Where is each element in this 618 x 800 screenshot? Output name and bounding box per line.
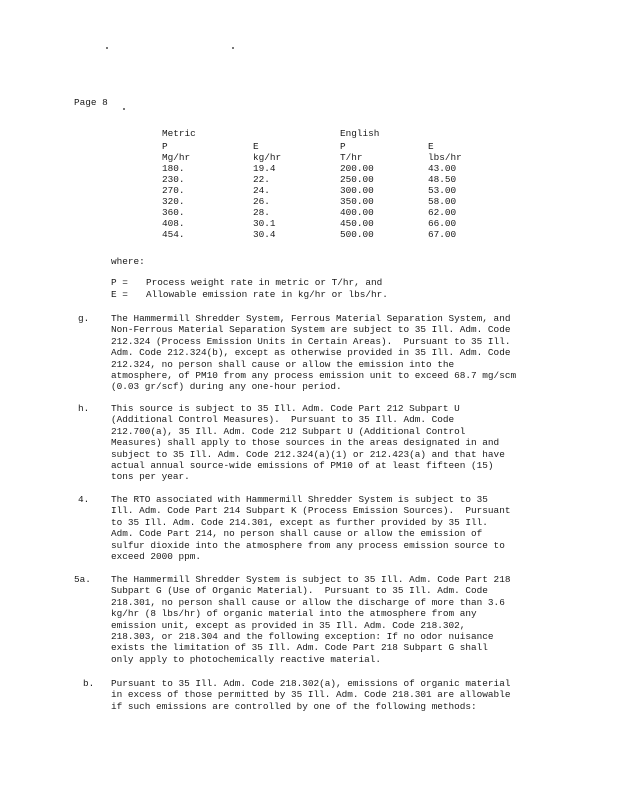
paragraph-line: exists the limitation of 35 Ill. Adm. Code Part 218 Subpart G shall [111,642,488,654]
paragraph-line: (Additional Control Measures). Pursuant to 35 Ill. Adm. Code [111,414,455,426]
section-label: h. [78,403,90,414]
scan-speck [106,47,108,49]
paragraph-line: Measures) shall apply to those sources in the areas designated in and [111,437,500,449]
table-cell: 28. [253,207,270,218]
table-cell: 66.00 [428,218,457,229]
table-symbol: P [162,141,168,152]
section-label: 5a. [74,574,91,585]
table-cell: 270. [162,185,185,196]
definition-text: Allowable emission rate in kg/hr or lbs/hr. [146,289,388,300]
table-cell: 62.00 [428,207,457,218]
paragraph-line: This source is subject to 35 Ill. Adm. Code Part 212 Subpart U [111,403,460,414]
page-number: Page 8 [74,97,108,108]
table-cell: 53.00 [428,185,457,196]
paragraph-line: kg/hr (8 lbs/hr) of organic material into the atmosphere from any [111,608,477,620]
table-unit: kg/hr [253,152,282,163]
paragraph-line: 212.324, no person shall cause or allow the emission into the [111,358,455,370]
definition-text: Process weight rate in metric or T/hr, and [146,277,383,288]
section-paragraph [111,574,551,665]
table-cell: 408. [162,218,185,229]
definition-symbol: E = [111,289,128,300]
table-cell: 400.00 [340,207,374,218]
paragraph-line: Non-Ferrous Material Separation System are subject to 35 Ill. Adm. Code [111,324,511,336]
section-label: 4. [78,494,90,505]
paragraph-line: Adm. Code Part 214, no person shall cause or allow the emission of [111,528,483,540]
paragraph-line: 218.303, or 218.304 and the following exception: If no odor nuisance [111,631,494,643]
paragraph-line: The Hammermill Shredder System, Ferrous Material Separation System, and [111,313,511,324]
paragraph-line: tons per year. [111,471,190,483]
paragraph-line: Adm. Code 212.324(b), except as otherwise provided in 35 Ill. Adm. Code [111,347,511,359]
paragraph-line: to 35 Ill. Adm. Code 214.301, except as further provided by 35 Ill. [111,516,488,528]
section-paragraph [111,494,551,562]
table-unit: lbs/hr [428,152,462,163]
paragraph-line: emission unit, except as provided in 35 Ill. Adm. Code 218.302, [111,619,466,631]
where-label: where: [111,256,145,267]
table-unit: T/hr [340,152,363,163]
paragraph-line: The RTO associated with Hammermill Shredder System is subject to 35 [111,494,488,505]
table-symbol: E [428,141,434,152]
table-cell: 22. [253,174,270,185]
table-cell: 24. [253,185,270,196]
table-cell: 250.00 [340,174,374,185]
table-group-header: Metric [162,128,196,139]
paragraph-line: Ill. Adm. Code Part 214 Subpart K (Process Emission Sources). Pursuant [111,505,511,517]
table-cell: 30.1 [253,218,276,229]
table-cell: 48.50 [428,174,457,185]
table-cell: 500.00 [340,229,374,240]
paragraph-line: only apply to photochemically reactive material. [111,653,382,665]
table-cell: 43.00 [428,163,457,174]
scan-speck [123,108,125,110]
section-label: b. [83,678,95,689]
table-cell: 67.00 [428,229,457,240]
table-group-header: English [340,128,380,139]
paragraph-line: atmosphere, of PM10 from any process emission unit to exceed 68.7 mg/scm [111,370,517,382]
table-cell: 350.00 [340,196,374,207]
paragraph-line: (0.03 gr/scf) during any one-hour period. [111,381,342,393]
table-cell: 58.00 [428,196,457,207]
table-cell: 320. [162,196,185,207]
table-cell: 230. [162,174,185,185]
section-label: g. [78,313,90,324]
paragraph-line: Subpart G (Use of Organic Material). Pursuant to 35 Ill. Adm. Code [111,585,488,597]
table-unit: Mg/hr [162,152,191,163]
table-cell: 360. [162,207,185,218]
section-paragraph [111,313,551,393]
table-cell: 450.00 [340,218,374,229]
paragraph-line: if such emissions are controlled by one of the following methods: [111,700,477,712]
paragraph-line: 212.700(a), 35 Ill. Adm. Code 212 Subpart U (Additional Control [111,425,466,437]
table-cell: 300.00 [340,185,374,196]
table-symbol: P [340,141,346,152]
table-cell: 200.00 [340,163,374,174]
scan-speck [232,47,234,49]
table-cell: 19.4 [253,163,276,174]
paragraph-line: The Hammermill Shredder System is subject to 35 Ill. Adm. Code Part 218 [111,574,511,585]
section-paragraph [111,403,551,483]
paragraph-line: 218.301, no person shall cause or allow the discharge of more than 3.6 [111,596,505,608]
definition-symbol: P = [111,277,128,288]
table-cell: 26. [253,196,270,207]
paragraph-line: subject to 35 Ill. Adm. Code 212.324(a)(1) or 212.423(a) and that have [111,448,505,460]
table-cell: 30.4 [253,229,276,240]
paragraph-line: actual annual source-wide emissions of PM10 of at least fifteen (15) [111,460,494,472]
table-symbol: E [253,141,259,152]
paragraph-line: exceed 2000 ppm. [111,551,202,563]
table-cell: 180. [162,163,185,174]
paragraph-line: sulfur dioxide into the atmosphere from any process emission source to [111,539,505,551]
section-paragraph [111,678,551,712]
paragraph-line: in excess of those permitted by 35 Ill. Adm. Code 218.301 are allowable [111,689,511,701]
paragraph-line: 212.324 (Process Emission Units in Certain Areas). Pursuant to 35 Ill. [111,335,511,347]
paragraph-line: Pursuant to 35 Ill. Adm. Code 218.302(a), emissions of organic material [111,678,511,689]
table-cell: 454. [162,229,185,240]
